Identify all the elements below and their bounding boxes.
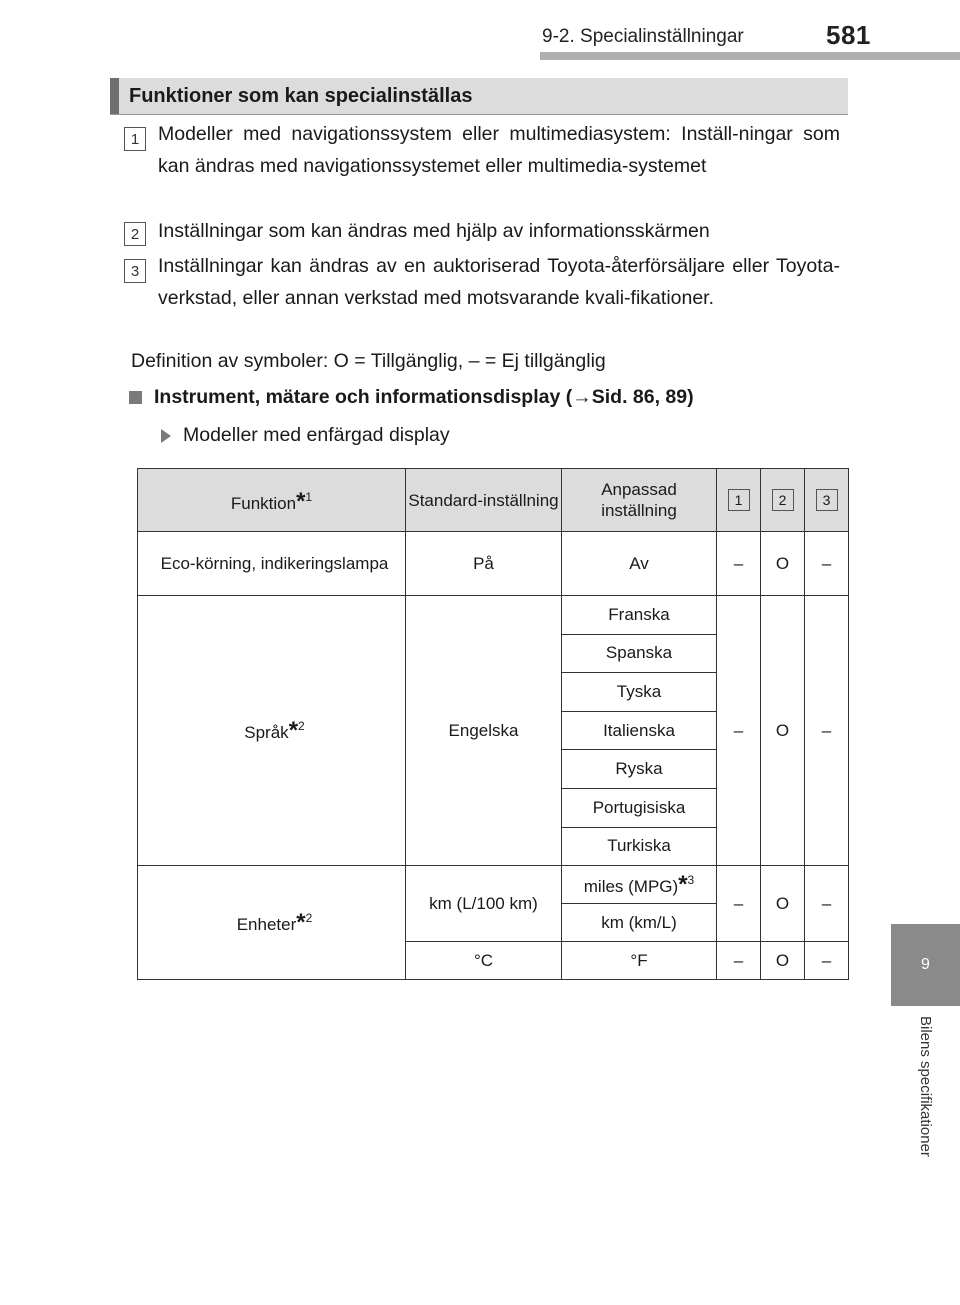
model-line: [161, 424, 450, 447]
eco-custom: Av: [562, 532, 717, 596]
item-number-1: 1: [124, 127, 146, 151]
table-row-eco: [138, 532, 849, 596]
language-option: Ryska: [562, 750, 717, 789]
language-col-3: –: [805, 596, 849, 866]
item-number-2: 2: [124, 222, 146, 246]
units-standard-temp: °C: [406, 942, 562, 980]
subheading: [129, 386, 694, 409]
language-col-1: –: [717, 596, 761, 866]
units-function: Enheter*$^2$: [138, 866, 406, 980]
subheading-text: Instrument, mätare och informationsdisplay (→Sid. 86, 89): [154, 386, 694, 408]
settings-table: [137, 468, 849, 980]
section-title: 9-2. Specialinställningar: [542, 26, 744, 47]
square-bullet-icon: [129, 391, 142, 404]
table-row-units: [138, 866, 849, 904]
units-distance-col-3: –: [805, 866, 849, 942]
eco-col-1: –: [717, 532, 761, 596]
section-heading: Funktioner som kan specialinställas: [110, 78, 848, 114]
header-col-2: 2: [761, 469, 805, 532]
eco-function: Eco-körning, indikeringslampa: [138, 532, 406, 596]
units-temp-col-1: –: [717, 942, 761, 980]
header-rule: [540, 52, 960, 60]
item-text-3: Inställningar kan ändras av en auktoriserad Toyota-återförsäljare eller Toyota-verkstad, eller annan verkstad med motsvarande kvali-fikationer.: [158, 255, 840, 309]
eco-standard: På: [406, 532, 562, 596]
language-option: Italienska: [562, 711, 717, 750]
section-heading-rule: [110, 114, 848, 115]
units-custom-miles: miles (MPG)*$^3$: [562, 866, 717, 904]
eco-col-3: –: [805, 532, 849, 596]
units-custom-temp: °F: [562, 942, 717, 980]
units-distance-col-2: O: [761, 866, 805, 942]
header-col-1: 1: [717, 469, 761, 532]
header-custom: Anpassad inställning: [562, 469, 717, 532]
symbol-definition: Definition av symboler: O = Tillgänglig, – = Ej tillgänglig: [131, 350, 606, 372]
eco-col-2: O: [761, 532, 805, 596]
model-line-text: Modeller med enfärgad display: [183, 424, 450, 446]
language-col-2: O: [761, 596, 805, 866]
table-header-row: [138, 469, 849, 532]
language-standard: Engelska: [406, 596, 562, 866]
language-option: Turkiska: [562, 827, 717, 866]
language-option: Spanska: [562, 634, 717, 673]
language-option: Franska: [562, 596, 717, 635]
header-standard: Standard-inställning: [406, 469, 562, 532]
table-row-language: [138, 596, 849, 635]
language-option: Portugisiska: [562, 788, 717, 827]
units-temp-col-2: O: [761, 942, 805, 980]
chapter-tab-label: Bilens specifikationer: [917, 1016, 934, 1157]
item-number-3: 3: [124, 259, 146, 283]
page-number: 581: [826, 20, 871, 50]
chapter-tab: [891, 1006, 960, 1206]
item-text-1: Modeller med navigationssystem eller multimediasystem: Inställ-ningar som kan ändras med navigationssystemet eller multimedia-systemet: [158, 123, 840, 177]
units-distance-col-1: –: [717, 866, 761, 942]
item-text-2: Inställningar som kan ändras med hjälp av informationsskärmen: [158, 220, 710, 242]
language-function: Språk*$^2$: [138, 596, 406, 866]
units-standard-distance: km (L/100 km): [406, 866, 562, 942]
units-temp-col-3: –: [805, 942, 849, 980]
triangle-bullet-icon: [161, 429, 171, 443]
language-option: Tyska: [562, 673, 717, 712]
units-custom-km: km (km/L): [562, 904, 717, 942]
header-function: Funktion*$^1$: [138, 469, 406, 532]
chapter-tab-number: 9: [891, 924, 960, 1006]
header-col-3: 3: [805, 469, 849, 532]
